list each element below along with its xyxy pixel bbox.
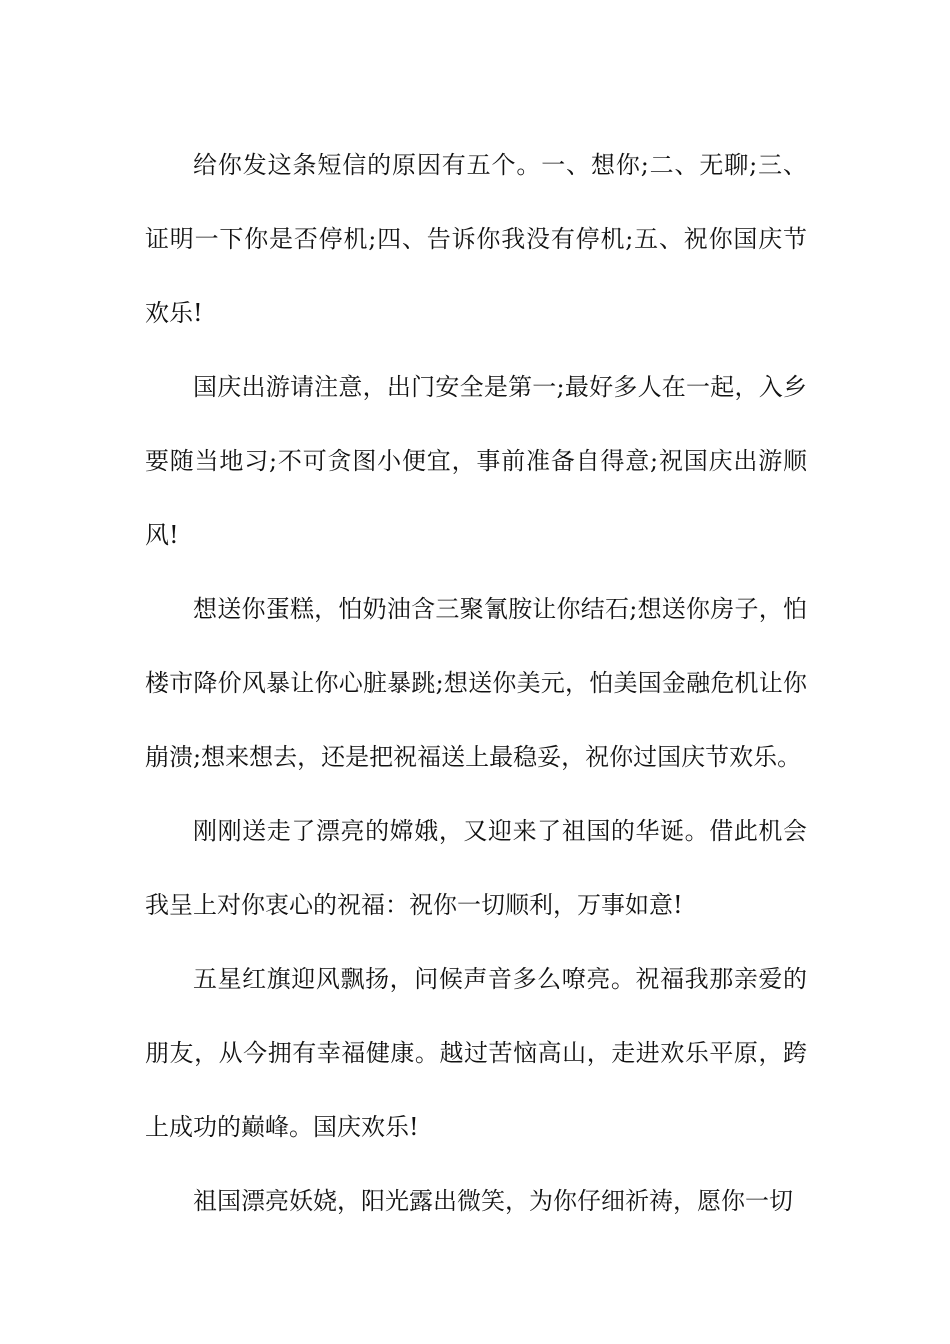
text-column bbox=[145, 128, 807, 1238]
paragraph: 给你发这条短信的原因有五个。一、想你;二、无聊;三、证明一下你是否停机;四、告诉你我没有停机;五、祝你国庆节欢乐! bbox=[145, 151, 807, 327]
paragraph: 五星红旗迎风飘扬，问候声音多么嘹亮。祝福我那亲爱的朋友，从今拥有幸福健康。越过苦恼高山，走进欢乐平原，跨上成功的巅峰。国庆欢乐! bbox=[145, 965, 807, 1141]
paragraph: 想送你蛋糕，怕奶油含三聚氰胺让你结石;想送你房子，怕楼市降价风暴让你心脏暴跳;想送你美元，怕美国金融危机让你崩溃;想来想去，还是把祝福送上最稳妥，祝你过国庆节欢乐。 bbox=[145, 595, 807, 771]
paragraph: 刚刚送走了漂亮的嫦娥，又迎来了祖国的华诞。借此机会我呈上对你衷心的祝福：祝你一切顺利，万事如意! bbox=[145, 817, 807, 919]
paragraph: 国庆出游请注意，出门安全是第一;最好多人在一起，入乡要随当地习;不可贪图小便宜，事前准备自得意;祝国庆出游顺风! bbox=[145, 373, 807, 549]
paragraph: 祖国漂亮妖娆，阳光露出微笑，为你仔细祈祷，愿你一切 bbox=[193, 1187, 793, 1215]
